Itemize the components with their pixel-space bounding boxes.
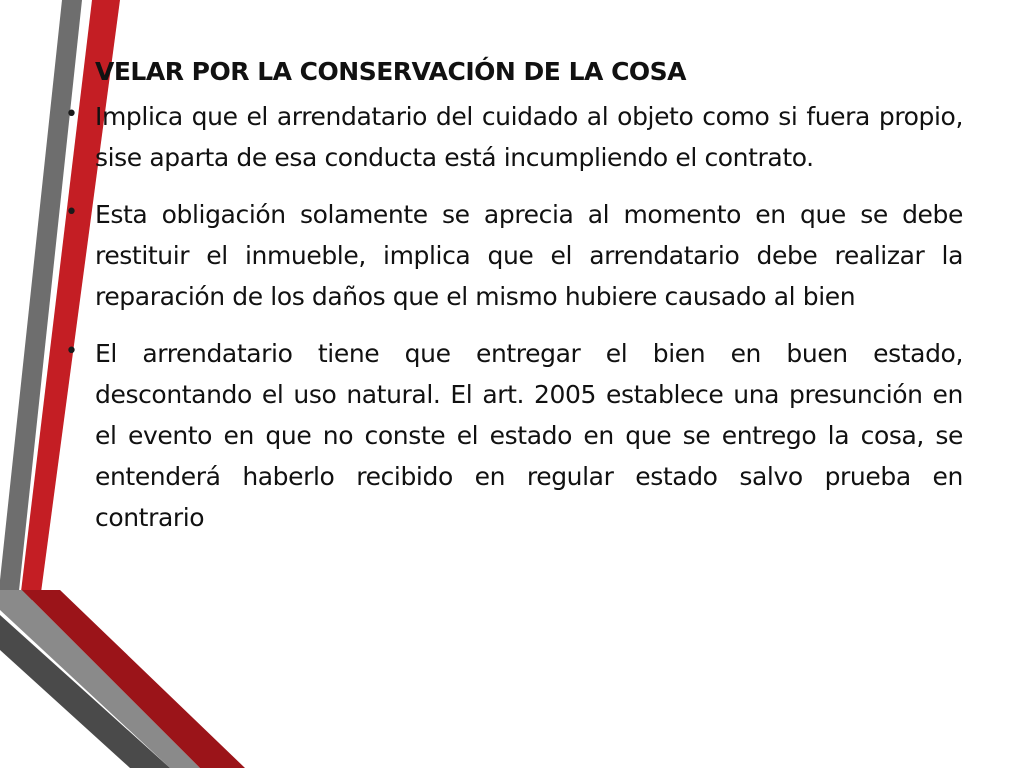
bullet-text: El arrendatario tiene que entregar el bien en buen estado, descontando el uso natural. El art. 2005 establece una presunción en el evento en que no conste el estado en que se entrego la cosa, se entenderá haberlo recibido en regular estado salvo prueba en contrario [95,339,963,532]
slide-content [65,52,963,554]
bullet-dot-icon: • [65,339,78,364]
bullet-list [65,96,963,538]
bullet-dot-icon: • [65,102,78,127]
bullet-dot-icon: • [65,200,78,225]
bullet-text: Implica que el arrendatario del cuidado al objeto como si fuera propio, sise aparta de esa conducta está incumpliendo el contrato. [95,102,963,172]
bullet-text: Esta obligación solamente se aprecia al momento en que se debe restituir el inmueble, implica que el arrendatario debe realizar la reparación de los daños que el mismo hubiere causado al bien [95,200,963,311]
gray-stripe-bottom-light [0,590,200,768]
bullet-item [65,333,963,538]
bullet-item [65,96,963,178]
bullet-item [65,194,963,317]
slide-heading: VELAR POR LA CONSERVACIÓN DE LA COSA [95,57,687,86]
